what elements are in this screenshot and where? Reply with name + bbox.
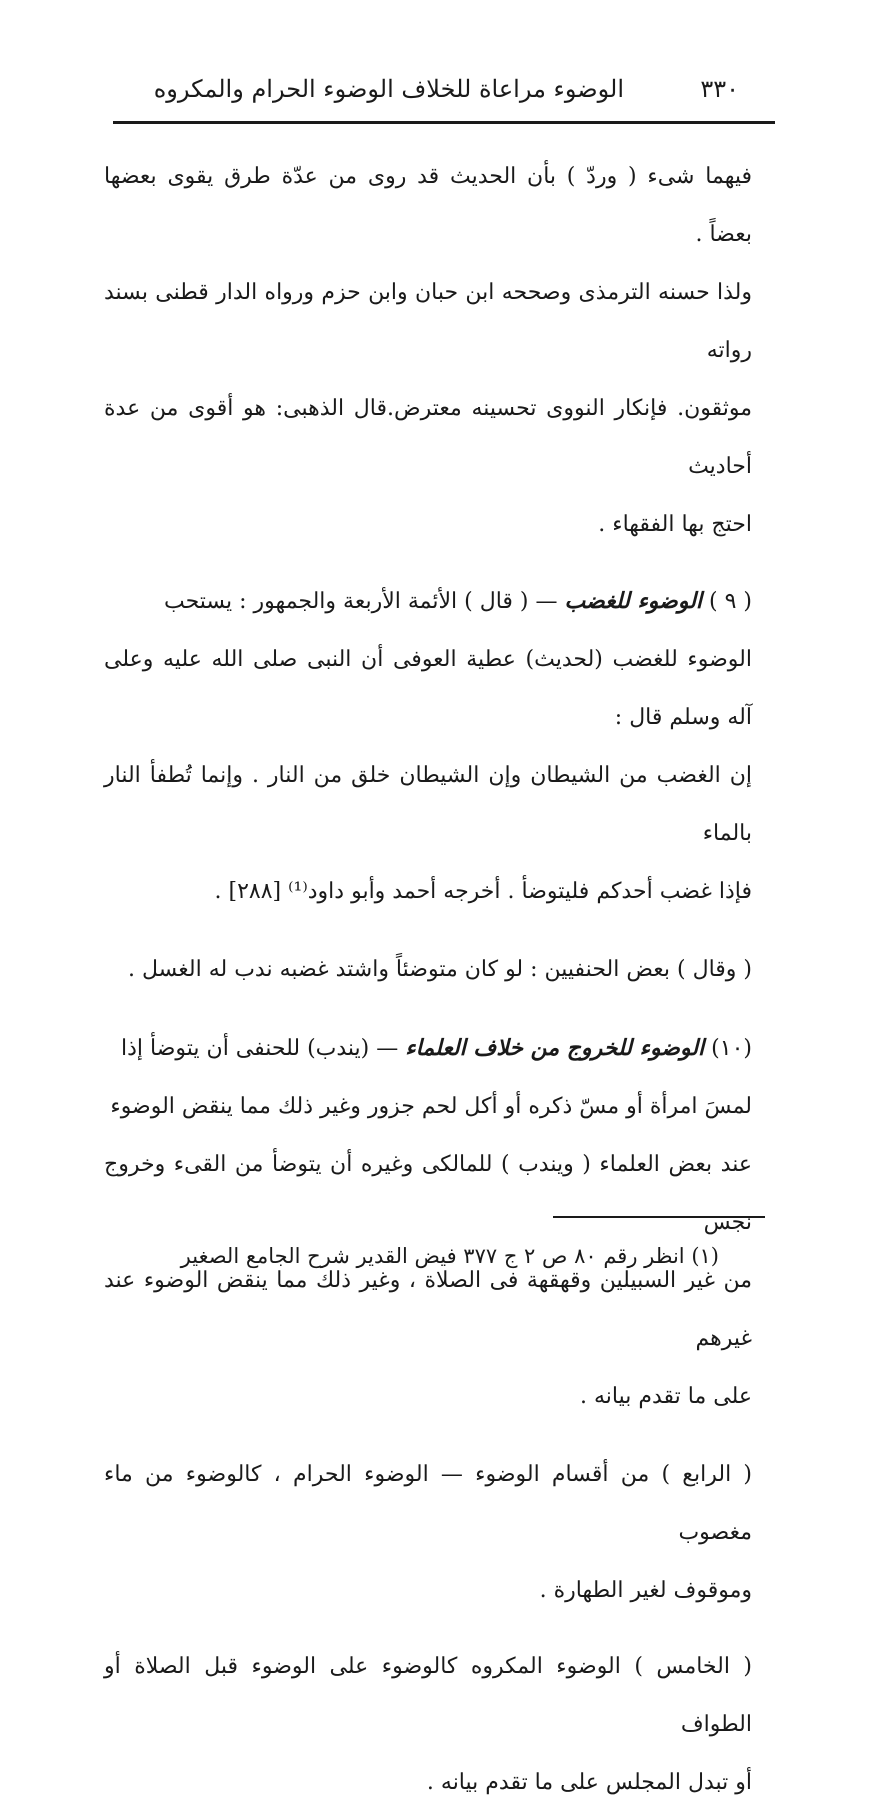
section-heading: الوضوء للغضب xyxy=(564,588,703,614)
text-line: احتج بها الفقهاء . xyxy=(598,512,752,537)
text-line: إن الغضب من الشيطان وإن الشيطان خلق من النار . وإنما تُطفأ النار بالماء xyxy=(104,763,752,846)
text-line: — ( قال ) الأئمة الأربعة والجمهور : يستحب xyxy=(163,589,558,614)
running-title: الوضوء مراعاة للخلاف الوضوء الحرام والمكروه xyxy=(153,75,624,103)
text-line: لمسَ امرأة أو مسّ ذكره أو أكل لحم جزور وغير ذلك مما ينقض الوضوء xyxy=(110,1094,752,1119)
text-line: على ما تقدم بيانه . xyxy=(579,1384,752,1409)
text-line: عند بعض العلماء ( ويندب ) للمالكى وغيره أن يتوضأ من القىء وخروج نجس xyxy=(104,1152,752,1235)
text-line: ( الخامس ) الوضوء المكروه كالوضوء على الوضوء قبل الصلاة أو الطواف xyxy=(104,1654,752,1737)
text-line: من غير السبيلين وقهقهة فى الصلاة ، وغير ذلك مما ينقض الوضوء عند غيرهم xyxy=(104,1268,752,1351)
text-line: — (يندب) للحنفى أن يتوضأ إذا xyxy=(121,1036,399,1061)
main-text xyxy=(104,148,752,1812)
page-number: ٣٣٠ xyxy=(700,75,739,103)
section-number: (١٠) xyxy=(711,1036,752,1061)
text-line: وموقوف لغير الطهارة . xyxy=(539,1578,752,1603)
paragraph-hanafi-view xyxy=(104,941,752,999)
text-line: الوضوء للغضب (لحديث) عطية العوفى أن النبى صلى الله عليه وعلى آله وسلم قال : xyxy=(104,647,752,730)
section-heading: الوضوء للخروج من خلاف العلماء xyxy=(405,1035,705,1061)
text-line: ولذا حسنه الترمذى وصححه ابن حبان وابن حزم ورواه الدار قطنى بسند رواته xyxy=(104,280,752,363)
text-line: فإذا غضب أحدكم فليتوضأ . أخرجه أحمد وأبو داود⁽¹⁾ [٢٨٨] . xyxy=(214,879,752,904)
header-rule xyxy=(113,121,775,124)
footnote-rule xyxy=(553,1216,765,1218)
text-line: أو تبدل المجلس على ما تقدم بيانه . xyxy=(426,1770,752,1795)
text-line: فيهما شىء ( وردّ ) بأن الحديث قد روى من عدّة طرق يقوى بعضها بعضاً . xyxy=(104,164,752,247)
paragraph-hadith-grading xyxy=(104,148,752,554)
section-number: ( ٩ ) xyxy=(709,589,752,614)
paragraph-disliked-wudu xyxy=(104,1638,752,1812)
text-line: ( وقال ) بعض الحنفيين : لو كان متوضئاً واشتد غضبه ندب له الغسل . xyxy=(128,957,752,982)
text-line: موثقون. فإنكار النووى تحسينه معترض.قال الذهبى: هو أقوى من عدة أحاديث xyxy=(104,396,752,479)
paragraph-forbidden-wudu xyxy=(104,1446,752,1620)
paragraph-wudu-anger xyxy=(104,572,752,921)
paragraph-wudu-disagreement xyxy=(104,1019,752,1426)
text-line: ( الرابع ) من أقسام الوضوء — الوضوء الحرام ، كالوضوء من ماء مغصوب xyxy=(104,1462,752,1545)
footnote: (١) انظر رقم ٨٠ ص ٢ ج ٣٧٧ فيض القدير شرح الجامع الصغير xyxy=(180,1244,719,1268)
